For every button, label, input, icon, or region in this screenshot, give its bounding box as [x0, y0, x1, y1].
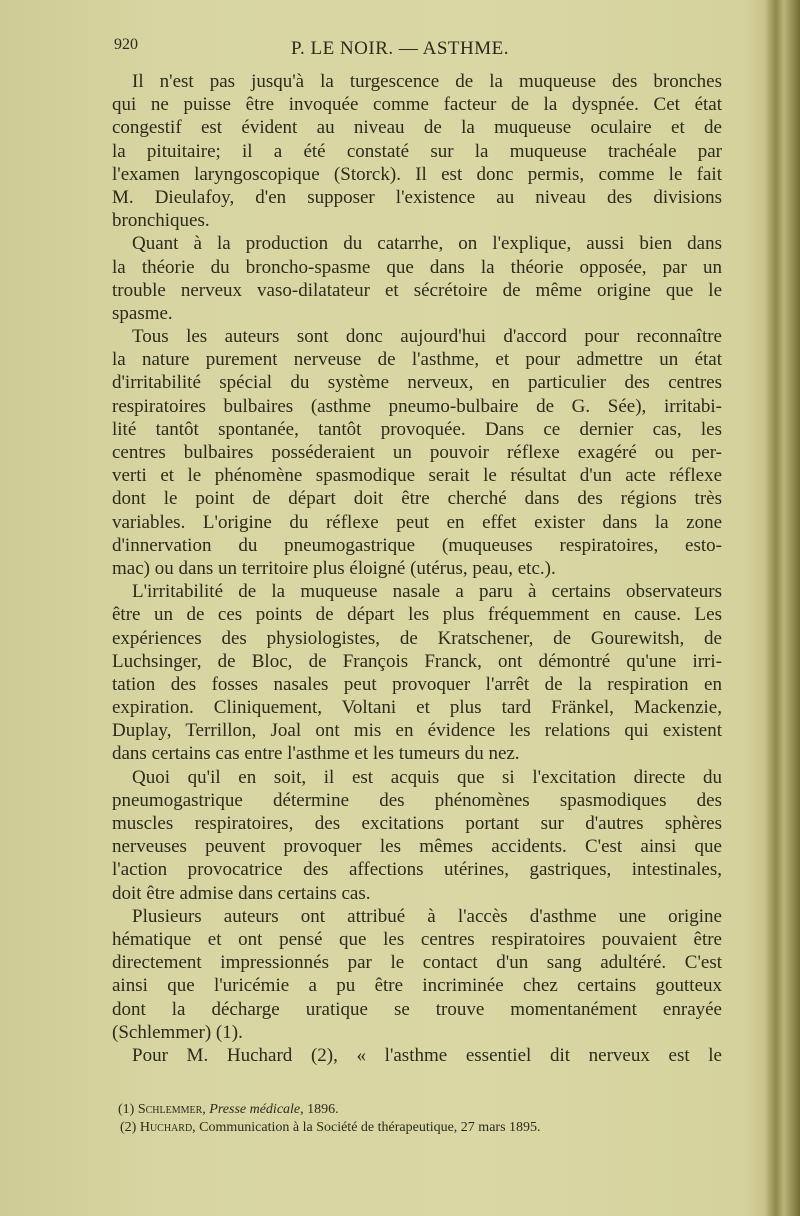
text-line: expiration. Cliniquement, Voltani et plus tard Fränkel, Mackenzie, — [112, 697, 722, 719]
text-line: bronchiques. — [112, 210, 210, 232]
text-line: Pour M. Huchard (2), « l'asthme essentiel dit nerveux est le — [132, 1044, 722, 1066]
paragraph — [112, 70, 722, 232]
text-line: la nature purement nerveuse de l'asthme, et pour admettre un état — [112, 349, 722, 371]
text-line: nerveuses peuvent provoquer les mêmes accidents. C'est ainsi que — [112, 836, 722, 858]
text-line: tation des fosses nasales peut provoquer l'arrêt de la respiration en — [112, 673, 722, 695]
footnote-rest: Communication à la Société de thérapeutique, 27 mars 1895. — [199, 1120, 541, 1135]
text-line: l'action provocatrice des affections utérines, gastriques, intestinales, — [112, 859, 722, 881]
footnote-author: Huchard — [139, 1120, 193, 1135]
text-line: ainsi que l'uricémie a pu être incriminée chez certains goutteux — [112, 975, 722, 997]
body-text — [112, 70, 722, 1067]
text-line: lité tantôt spontanée, tantôt provoquée. Dans ce dernier cas, les — [112, 418, 722, 440]
text-line: être un de ces points de départ les plus fréquemment en cause. Les — [112, 604, 722, 626]
text-line: Il n'est pas jusqu'à la turgescence de la muqueuse des bronches — [132, 71, 722, 92]
text-line: (Schlemmer) (1). — [112, 1021, 243, 1043]
text-line: mac) ou dans un territoire plus éloigné (utérus, peau, etc.). — [112, 557, 556, 579]
running-title: P. LE NOIR. — ASTHME. — [291, 38, 509, 59]
footnote-marker: (1) — [118, 1102, 138, 1117]
paragraph — [112, 232, 722, 325]
text-line: expériences des physiologistes, de Kratschener, de Gourewitsh, de — [112, 627, 722, 649]
text-line: la pituitaire; il a été constaté sur la muqueuse trachéale par — [112, 140, 722, 162]
text-line: doit être admise dans certains cas. — [112, 882, 371, 904]
text-line: Tous les auteurs sont donc aujourd'hui d'accord pour reconnaître — [132, 326, 722, 348]
text-line: dont le point de départ doit être cherché dans des régions très — [112, 488, 722, 510]
paragraph — [112, 766, 722, 905]
text-line: congestif est évident au niveau de la muqueuse oculaire et de — [112, 117, 722, 139]
text-line: spasme. — [112, 302, 173, 324]
paragraph — [112, 905, 722, 1044]
paragraph — [112, 580, 722, 766]
paragraph — [112, 325, 722, 580]
footnote-separator: , — [192, 1120, 200, 1135]
footnote-author: Schlemmer — [137, 1102, 203, 1117]
text-line: M. Dieulafoy, d'en supposer l'existence au niveau des divisions — [112, 186, 722, 208]
text-line: d'innervation du pneumogastrique (muqueuses respiratoires, esto- — [112, 534, 722, 556]
text-line: pneumogastrique détermine des phénomènes spasmodiques des — [112, 789, 722, 811]
text-line: L'irritabilité de la muqueuse nasale a paru à certains observateurs — [132, 581, 722, 603]
text-line: respiratoires bulbaires (asthme pneumo-bulbaire de G. Sée), irritabi- — [112, 395, 722, 417]
text-line: dont la décharge uratique se trouve momentanément enrayée — [112, 998, 722, 1020]
footnote-marker: (2) — [120, 1120, 140, 1135]
footnote-separator: , — [202, 1102, 210, 1117]
footnote-1 — [118, 1102, 339, 1118]
text-line: l'examen laryngoscopique (Storck). Il est donc permis, comme le fait — [112, 163, 722, 185]
text-line: qui ne puisse être invoquée comme facteur de la dyspnée. Cet état — [112, 94, 722, 116]
paragraph — [112, 1044, 722, 1067]
text-line: dans certains cas entre l'asthme et les tumeurs du nez. — [112, 743, 520, 765]
text-line: Quoi qu'il en soit, il est acquis que si l'excitation directe du — [132, 766, 722, 788]
text-line: directement impressionnés par le contact d'un sang adultéré. C'est — [112, 952, 722, 974]
text-line: Luchsinger, de Bloc, de François Franck, ont démontré qu'une irri- — [112, 650, 722, 672]
text-line: Plusieurs auteurs ont attribué à l'accès d'asthme une origine — [132, 905, 722, 927]
footnote-rest: , 1896. — [300, 1102, 339, 1117]
text-line: trouble nerveux vaso-dilatateur et sécrétoire de même origine que le — [112, 279, 722, 301]
text-line: variables. L'origine du réflexe peut en effet exister dans la zone — [112, 511, 722, 533]
text-line: Quant à la production du catarrhe, on l'explique, aussi bien dans — [132, 233, 722, 255]
text-line: centres bulbaires posséderaient un pouvoir réflexe exagéré ou per- — [112, 442, 722, 463]
page-number: 920 — [114, 36, 138, 53]
footnote-2 — [120, 1120, 541, 1136]
footnote-title: Presse médicale — [209, 1102, 301, 1117]
text-line: la théorie du broncho-spasme que dans la théorie opposée, par un — [112, 256, 722, 278]
text-line: hématique et ont pensé que les centres respiratoires pouvaient être — [112, 928, 722, 950]
text-line: verti et le phénomène spasmodique serait le résultat d'un acte réflexe — [112, 465, 722, 487]
text-line: d'irritabilité spécial du système nerveux, en particulier des centres — [112, 372, 722, 394]
text-line: Duplay, Terrillon, Joal ont mis en évidence les relations qui existent — [112, 720, 722, 742]
text-line: muscles respiratoires, des excitations portant sur d'autres sphères — [112, 813, 722, 834]
